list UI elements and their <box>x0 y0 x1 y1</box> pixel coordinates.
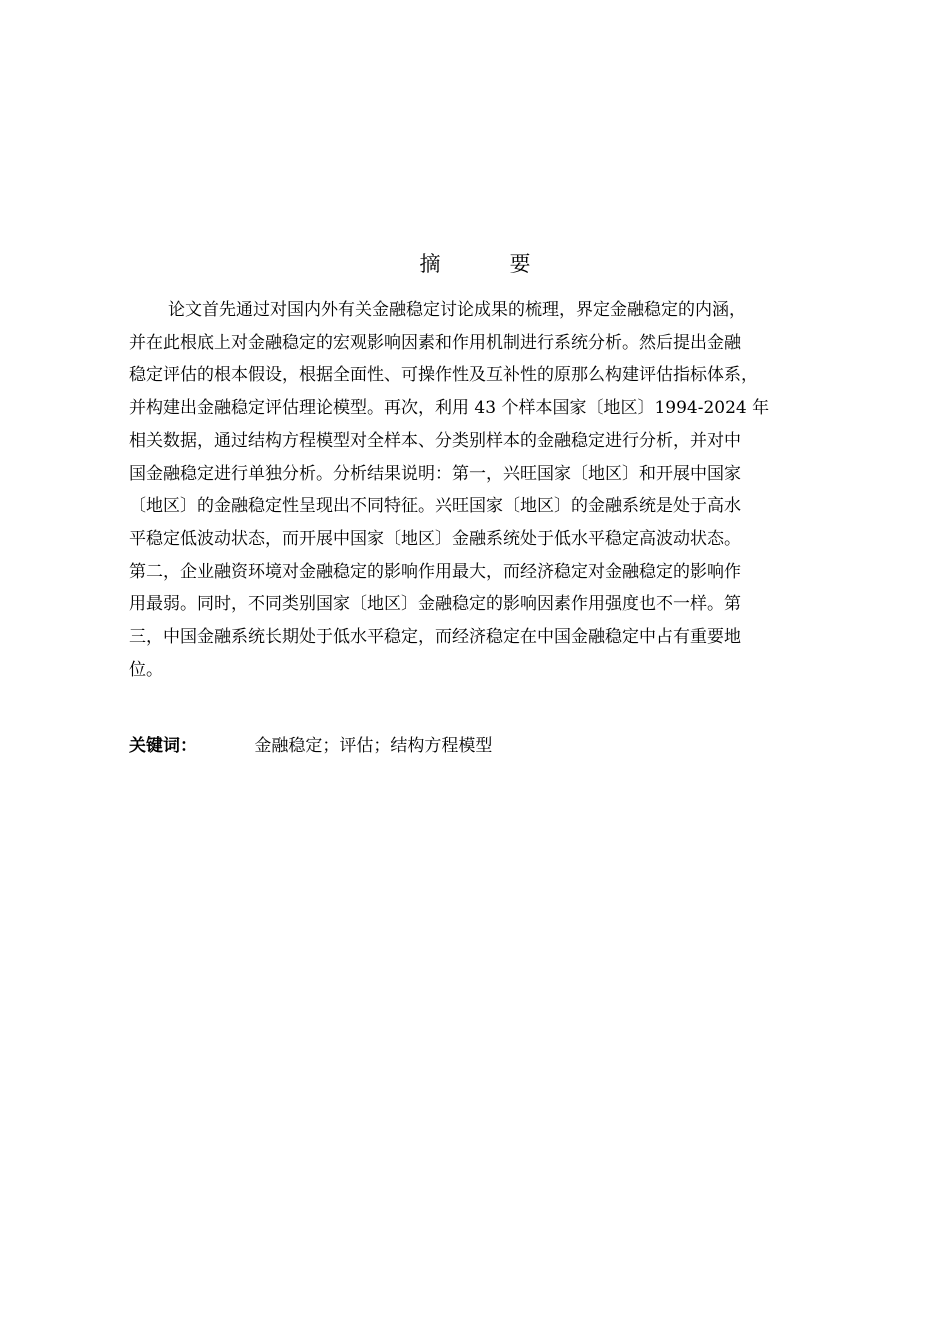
abstract-line: 稳定评估的根本假设，根据全面性、可操作性及互补性的原那么构建评估指标体系， <box>129 365 758 386</box>
abstract-line: 国金融稳定进行单独分析。分析结果说明：第一，兴旺国家〔地区〕和开展中国家 <box>129 463 741 484</box>
abstract-line: 并构建出金融稳定评估理论模型。再次，利用 43 个样本国家〔地区〕1994-2024 年 <box>129 398 770 419</box>
keywords-value: 金融稳定；评估；结构方程模型 <box>254 736 493 756</box>
abstract-line: 第二，企业融资环境对金融稳定的影响作用最大，而经济稳定对金融稳定的影响作 <box>129 561 741 582</box>
abstract-body <box>129 294 829 686</box>
keywords-row <box>129 730 492 762</box>
keywords-label: 关键词： <box>129 736 197 756</box>
abstract-line: 并在此根底上对金融稳定的宏观影响因素和作用机制进行系统分析。然后提出金融 <box>129 332 741 353</box>
abstract-line: 三，中国金融系统长期处于低水平稳定，而经济稳定在中国金融稳定中占有重要地 <box>129 627 741 648</box>
abstract-line: 平稳定低波动状态，而开展中国家〔地区〕金融系统处于低水平稳定高波动状态。 <box>129 528 741 549</box>
abstract-title: 摘 要 <box>419 252 555 276</box>
abstract-line: 相关数据，通过结构方程模型对全样本、分类别样本的金融稳定进行分析，并对中 <box>129 430 741 451</box>
abstract-line: 用最弱。同时，不同类别国家〔地区〕金融稳定的影响因素作用强度也不一样。第 <box>129 594 741 615</box>
abstract-line: 〔地区〕的金融稳定性呈现出不同特征。兴旺国家〔地区〕的金融系统是处于高水 <box>129 496 741 517</box>
abstract-line: 论文首先通过对国内外有关金融稳定讨论成果的梳理，界定金融稳定的内涵， <box>168 300 746 320</box>
abstract-line: 位。 <box>129 659 163 680</box>
